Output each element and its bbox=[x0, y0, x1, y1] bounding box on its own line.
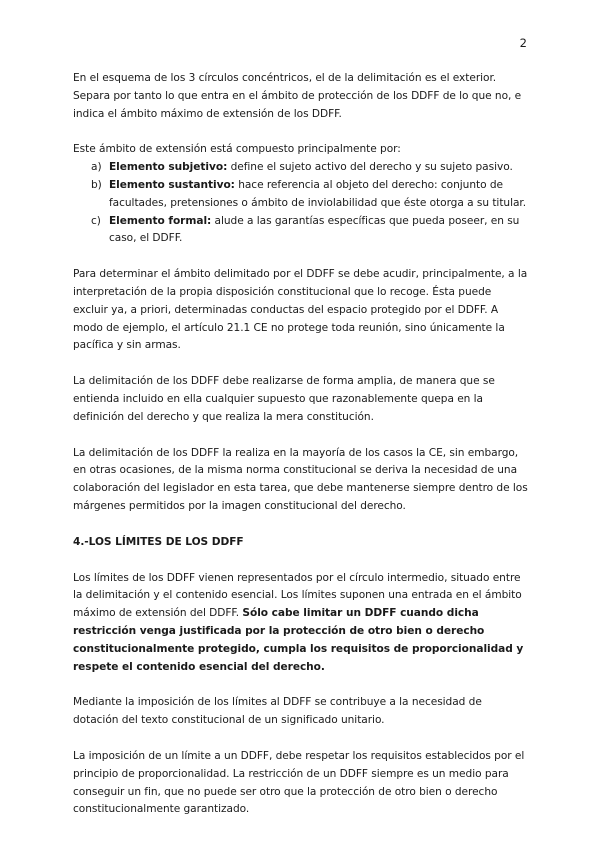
list-item-text: hace referencia al objeto del derecho: conjunto de facultades, pretensiones o ámbito de inviolabilidad que éste otorga a su titular. bbox=[109, 178, 527, 209]
paragraph-limits-intro bbox=[73, 570, 528, 677]
list-marker: a) bbox=[91, 161, 102, 174]
paragraph-proportionality: La imposición de un límite a un DDFF, debe respetar los requisitos establecidos por el principio de proporcionalidad. La restricción de un DDFF siempre es un medio para conseguir un fin, que no puede ser otro que la protección de otro bien o derecho constitucionalmente garantizado. bbox=[73, 749, 525, 816]
list-marker: b) bbox=[91, 178, 102, 191]
list-item-term: Elemento sustantivo: bbox=[109, 178, 235, 191]
paragraph-extension-intro: Este ámbito de extensión está compuesto principalmente por: bbox=[73, 143, 401, 156]
list-item-text: alude a las garantías específicas que pueda poseer, en su caso, el DDFF. bbox=[109, 214, 520, 245]
list-marker: c) bbox=[91, 214, 101, 227]
paragraph-unitary-meaning: Mediante la imposición de los límites al DDFF se contribuye a la necesidad de dotación del texto constitucional de un significado unitario. bbox=[73, 696, 482, 727]
section-heading: 4.-LOS LÍMITES DE LOS DDFF bbox=[73, 535, 244, 548]
paragraph-limits-emphasis: Sólo cabe limitar un DDFF cuando dicha restricción venga justificada por la protección de otro bien o derecho constitucionalmente protegido, cumpla los requisitos de proporcionalidad y respete el contenido esencial del derecho. bbox=[73, 607, 524, 673]
paragraph-legislator-role: La delimitación de los DDFF la realiza en la mayoría de los casos la CE, sin embargo, en otras ocasiones, de la misma norma constitucional se deriva la necesidad de una colaboración del legislador en esta tarea, que debe mantenerse siempre dentro de los márgenes permitidos por la imagen constitucional del derecho. bbox=[73, 446, 528, 512]
list-item-text: define el sujeto activo del derecho y su sujeto pasivo. bbox=[227, 161, 513, 174]
paragraph-interpretation: Para determinar el ámbito delimitado por el DDFF se debe acudir, principalmente, a la interpretación de la propia disposición constitucional que lo recoge. Ésta puede excluir ya, a priori, determinadas conductas del espacio protegido por el DDFF. A modo de ejemplo, el artículo 21.1 CE no protege toda reunión, sino únicamente la pacífica y sin armas. bbox=[73, 268, 528, 352]
page-number: 2 bbox=[519, 36, 527, 50]
paragraph-broad-delimitation: La delimitación de los DDFF debe realizarse de forma amplia, de manera que se entienda incluido en ella cualquier supuesto que razonablemente quepa en la definición del derecho y que realiza la mera constitución. bbox=[73, 375, 495, 423]
list-item bbox=[73, 213, 528, 249]
list-item-term: Elemento formal: bbox=[109, 214, 212, 227]
list-item-term: Elemento subjetivo: bbox=[109, 161, 228, 174]
paragraph-delimitation-intro: En el esquema de los 3 círculos concéntricos, el de la delimitación es el exterior. Separa por tanto lo que entra en el ámbito de protección de los DDFF de lo que no, e indica el ámbito máximo de extensión de los DDFF. bbox=[73, 72, 522, 120]
paragraph-limits-text: Los límites de los DDFF vienen representados por el círculo intermedio, situado entre la delimitación y el contenido esencial. Los límites suponen una entrada en el ámbito máximo de extensión del DDFF. bbox=[73, 571, 522, 620]
elements-list bbox=[73, 159, 528, 248]
list-item bbox=[73, 177, 528, 213]
list-item bbox=[73, 159, 528, 177]
page-content bbox=[73, 70, 528, 819]
